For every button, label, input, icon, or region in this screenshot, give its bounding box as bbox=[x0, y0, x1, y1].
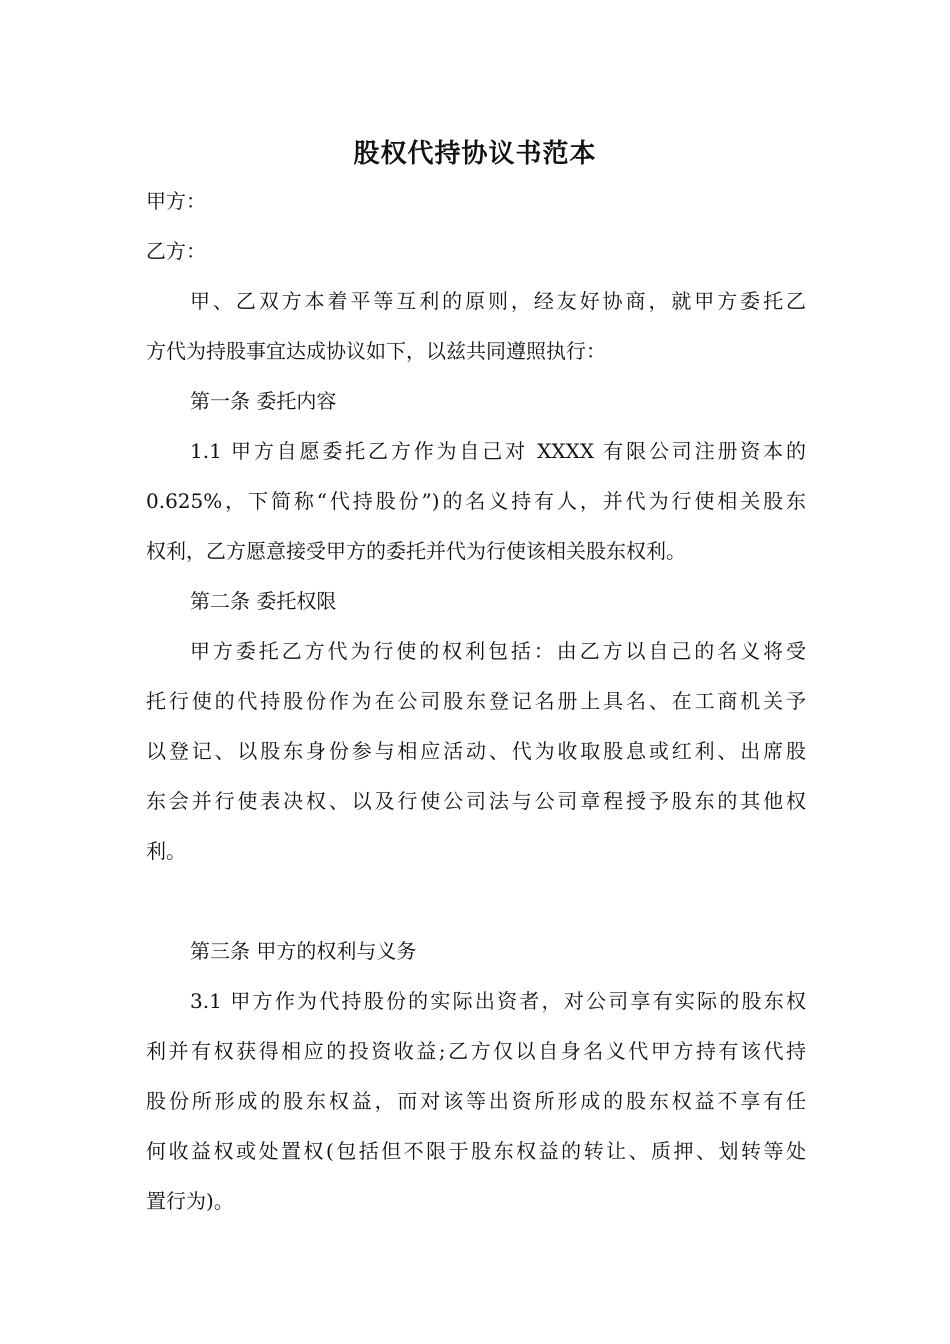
clause-3-1-line-2: 利并有权获得相应的投资收益;乙方仅以自身名义代甲方持有该代持 bbox=[146, 1039, 806, 1063]
party-a-line: 甲方： bbox=[146, 189, 206, 213]
clause-3-1-line-3: 股份所形成的股东权益，而对该等出资所形成的股东权益不享有任 bbox=[146, 1089, 806, 1113]
preamble-line-2: 方代为持股事宜达成协议如下，以兹共同遵照执行： bbox=[146, 339, 606, 363]
clause-1-1-line-1: 1.1 甲方自愿委托乙方作为自己对 XXXX 有限公司注册资本的 bbox=[190, 439, 806, 463]
preamble-line-1: 甲、乙双方本着平等互利的原则，经友好协商，就甲方委托乙 bbox=[190, 289, 806, 313]
article-2-line-1: 甲方委托乙方代为行使的权利包括：由乙方以自己的名义将受 bbox=[190, 639, 806, 663]
article-1-heading: 第一条 委托内容 bbox=[190, 389, 337, 413]
article-3-heading: 第三条 甲方的权利与义务 bbox=[190, 939, 417, 963]
article-2-line-4: 东会并行使表决权、以及行使公司法与公司章程授予股东的其他权 bbox=[146, 789, 806, 813]
clause-3-1-line-5: 置行为)。 bbox=[146, 1189, 234, 1213]
clause-3-1-line-1: 3.1 甲方作为代持股份的实际出资者，对公司享有实际的股东权 bbox=[190, 989, 806, 1013]
clause-1-1-line-2: 0.625%，下简称“代持股份”)的名义持有人，并代为行使相关股东 bbox=[146, 489, 806, 513]
party-b-line: 乙方： bbox=[146, 239, 206, 263]
article-2-line-5: 利。 bbox=[146, 839, 186, 863]
document-title: 股权代持协议书范本 bbox=[353, 139, 597, 169]
clause-3-1-line-4: 何收益权或处置权(包括但不限于股东权益的转让、质押、划转等处 bbox=[146, 1139, 806, 1163]
article-2-line-2: 托行使的代持股份作为在公司股东登记名册上具名、在工商机关予 bbox=[146, 689, 806, 713]
clause-1-1-line-3: 权利，乙方愿意接受甲方的委托并代为行使该相关股东权利。 bbox=[146, 539, 686, 563]
article-2-line-3: 以登记、以股东身份参与相应活动、代为收取股息或红利、出席股 bbox=[146, 739, 806, 763]
article-2-heading: 第二条 委托权限 bbox=[190, 589, 337, 613]
